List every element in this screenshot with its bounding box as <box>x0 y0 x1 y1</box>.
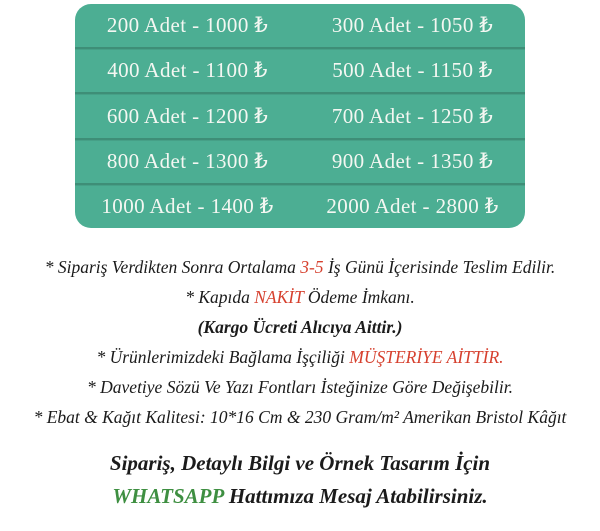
price-cell: 700 Adet - 1250 ₺ <box>331 103 494 128</box>
price-cell: 800 Adet - 1300 ₺ <box>106 148 269 173</box>
note-text: * Kapıda <box>185 287 255 307</box>
note-payment <box>0 288 600 307</box>
price-row <box>75 138 525 183</box>
price-cell: 400 Adet - 1100 ₺ <box>107 58 268 83</box>
price-row <box>75 47 525 92</box>
whatsapp-highlight: WHATSAPP <box>112 484 224 508</box>
note-text: * Ebat & Kağıt Kalitesi: 10*16 Cm & 230 Gram/m² Amerikan Bristol Kâğıt <box>33 407 567 427</box>
price-row <box>75 4 525 47</box>
note-text: (Kargo Ücreti Alıcıya Aittir.) <box>197 317 403 337</box>
note-delivery <box>0 258 600 277</box>
price-cell: 600 Adet - 1200 ₺ <box>106 103 269 128</box>
price-cell: 200 Adet - 1000 ₺ <box>106 13 269 38</box>
note-highlight: NAKİT <box>254 287 304 307</box>
note-highlight: MÜŞTERİYE AİTTİR. <box>349 347 504 367</box>
price-table <box>75 4 525 228</box>
note-binding <box>0 348 600 367</box>
notes-section <box>0 258 600 427</box>
note-highlight: 3-5 <box>300 257 324 277</box>
note-text: * Ürünlerimizdeki Bağlama İşçiliği <box>96 347 350 367</box>
note-text: İş Günü İçerisinde Teslim Edilir. <box>323 257 556 277</box>
price-cell: 1000 Adet - 1400 ₺ <box>101 193 274 218</box>
footer-section <box>0 452 600 508</box>
price-row <box>75 92 525 137</box>
price-cell: 300 Adet - 1050 ₺ <box>331 13 494 38</box>
footer-line-2 <box>0 485 600 508</box>
price-cell: 900 Adet - 1350 ₺ <box>331 148 494 173</box>
note-text: * Sipariş Verdikten Sonra Ortalama <box>44 257 301 277</box>
note-size <box>0 408 600 427</box>
note-fonts <box>0 378 600 397</box>
footer-text: Hattımıza Mesaj Atabilirsiniz. <box>223 484 488 508</box>
note-shipping <box>0 318 600 337</box>
note-text: Ödeme İmkanı. <box>303 287 415 307</box>
price-cell: 2000 Adet - 2800 ₺ <box>326 193 499 218</box>
note-text: * Davetiye Sözü Ve Yazı Fontları İsteğinize Göre Değişebilir. <box>87 377 513 397</box>
price-row <box>75 183 525 228</box>
price-cell: 500 Adet - 1150 ₺ <box>332 58 493 83</box>
footer-line-1: Sipariş, Detaylı Bilgi ve Örnek Tasarım İçin <box>109 451 491 475</box>
